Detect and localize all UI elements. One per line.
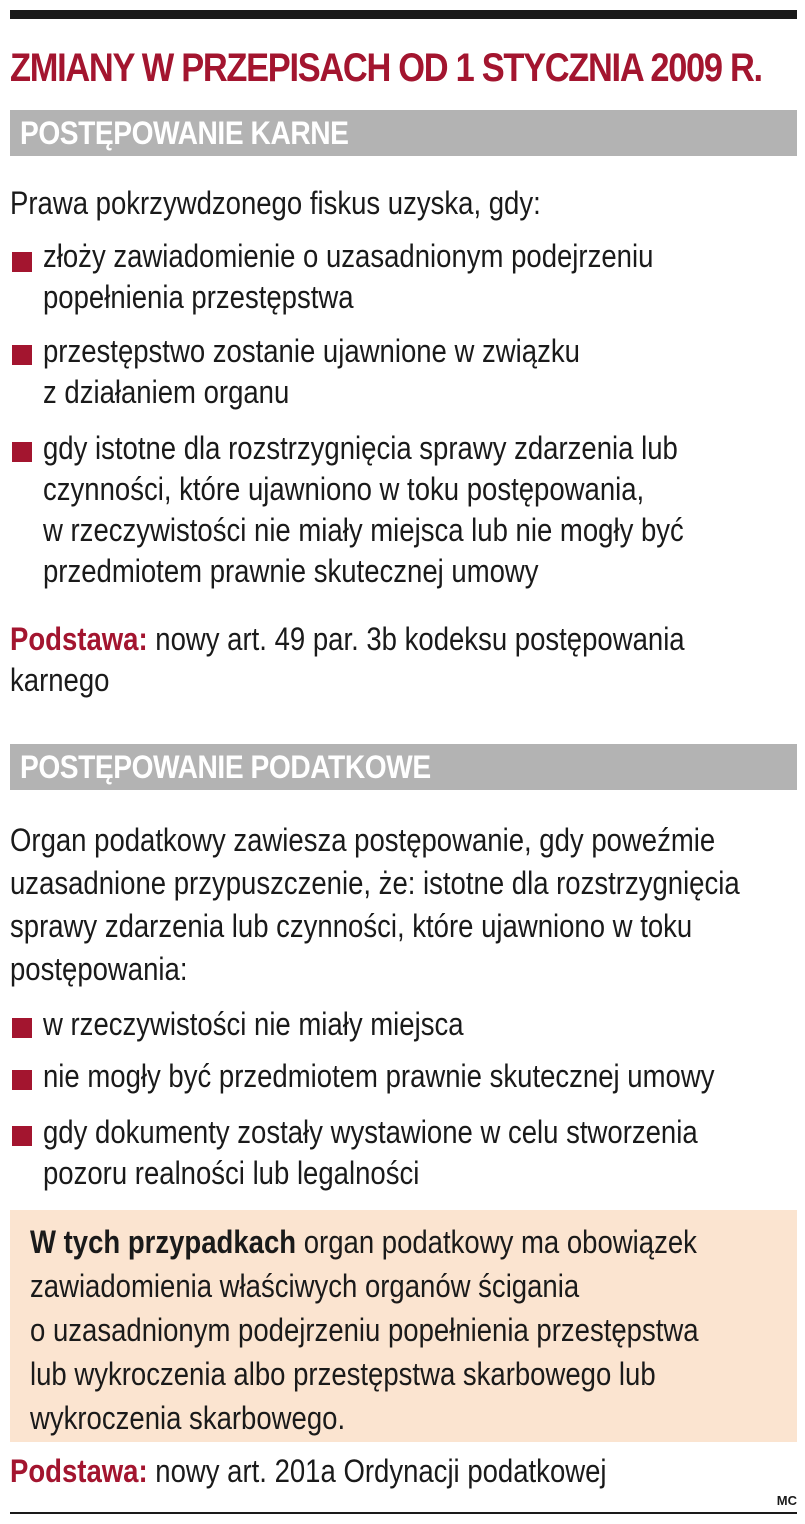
list-item-line: z działaniem organu [43, 374, 290, 410]
section-heading: POSTĘPOWANIE PODATKOWE [20, 749, 431, 785]
note-bold: W tych przypadkach [30, 1224, 297, 1260]
basis-text: nowy art. 201a Ordynacji podatkowej [147, 1453, 607, 1489]
section-intro-line: sprawy zdarzenia lub czynności, które ujawniono w toku [10, 908, 693, 944]
section-intro-line: postępowania: [10, 951, 188, 987]
section-intro-line: Organ podatkowy zawiesza postępowanie, gdy poweźmie [10, 822, 716, 858]
basis-label: Podstawa: [10, 621, 148, 657]
list-item-line: pozoru realności lub legalności [43, 1155, 420, 1191]
section-header-karne [10, 110, 797, 156]
note-line: wykroczenia skarbowego. [30, 1400, 346, 1436]
section-heading: POSTĘPOWANIE KARNE [20, 115, 349, 151]
author-credit: MC [776, 1493, 797, 1508]
basis-text: nowy art. 49 par. 3b kodeksu postępowania [147, 621, 685, 657]
list-item-line: złoży zawiadomienie o uzasadnionym podejrzeniu [43, 238, 654, 274]
bullet-marker [12, 442, 32, 462]
bullet-marker [12, 345, 32, 365]
note-line: lub wykroczenia albo przestępstwa skarbowego lub [30, 1356, 656, 1392]
section-intro: Prawa pokrzywdzonego fiskus uzyska, gdy: [10, 185, 541, 221]
note-line [30, 1220, 697, 1264]
list-item-line: gdy dokumenty zostały wystawione w celu stworzenia [43, 1114, 698, 1150]
list-item-line: nie mogły być przedmiotem prawnie skutecznej umowy [43, 1058, 715, 1094]
section-intro-line: uzasadnione przypuszczenie, że: istotne dla rozstrzygnięcia [10, 865, 740, 901]
note-line: o uzasadnionym podejrzeniu popełnienia przestępstwa [30, 1312, 699, 1348]
list-item-line: w rzeczywistości nie miały miejsca lub nie mogły być [43, 512, 684, 548]
bullet-marker [12, 252, 32, 272]
note-text: organ podatkowy ma obowiązek [296, 1224, 697, 1260]
bottom-rule [10, 1512, 797, 1514]
bullet-marker [12, 1126, 32, 1146]
list-item-line: przestępstwo zostanie ujawnione w związku [43, 333, 580, 369]
list-item-line: gdy istotne dla rozstrzygnięcia sprawy zdarzenia lub [43, 430, 678, 466]
bullet-marker [12, 1018, 32, 1038]
bullet-marker [12, 1070, 32, 1090]
list-item-line: popełnienia przestępstwa [43, 279, 354, 315]
note-box [10, 1210, 797, 1442]
top-rule [10, 10, 797, 19]
section-header-podatkowe [10, 744, 797, 790]
list-item-line: w rzeczywistości nie miały miejsca [43, 1006, 464, 1042]
basis-label: Podstawa: [10, 1453, 148, 1489]
legal-basis [10, 619, 685, 660]
legal-basis [10, 1451, 607, 1492]
note-line: zawiadomienia właściwych organów ścigania [30, 1268, 580, 1304]
list-item-line: czynności, które ujawniono w toku postępowania, [43, 471, 645, 507]
page-title: ZMIANY W PRZEPISACH OD 1 STYCZNIA 2009 R. [10, 46, 762, 90]
list-item-line: przedmiotem prawnie skutecznej umowy [43, 553, 539, 589]
legal-basis-cont: karnego [10, 662, 110, 698]
